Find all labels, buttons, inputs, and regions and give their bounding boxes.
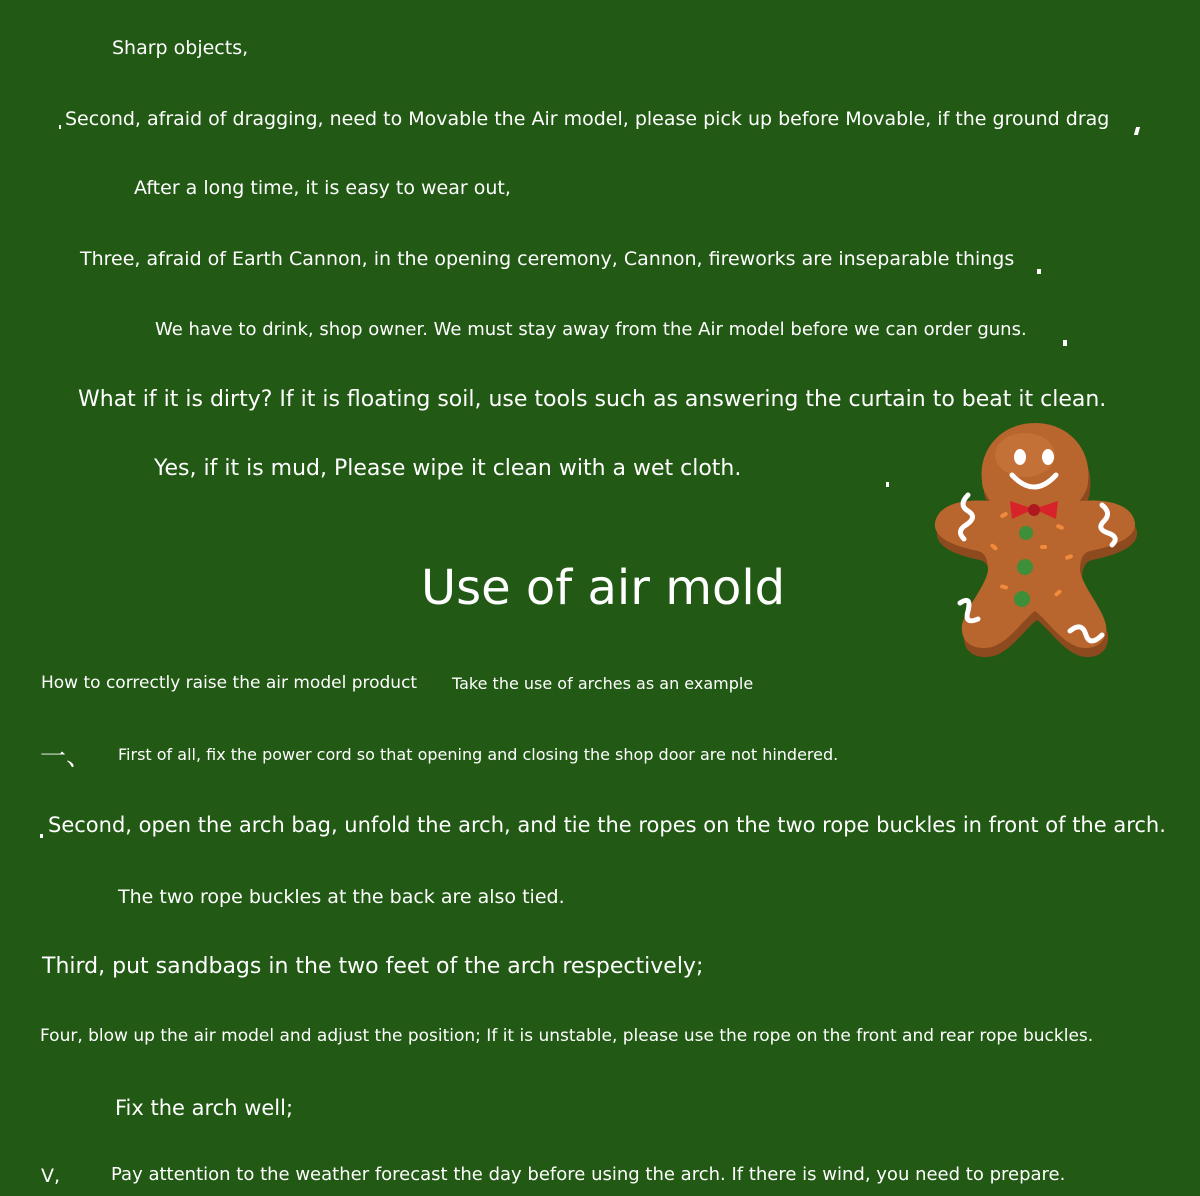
- intro-arches-example: Take the use of arches as an example: [452, 674, 754, 693]
- step-5-text: Pay attention to the weather forecast the day before using the arch. If there is wind, you need to prepare.: [111, 1164, 1066, 1185]
- step-4-continued: Fix the arch well;: [115, 1096, 294, 1120]
- gingerbread-man-icon: [930, 415, 1140, 660]
- speck-mark: [886, 482, 889, 487]
- intro-how-to-raise: How to correctly raise the air model product: [41, 673, 418, 693]
- step-4-text: Four, blow up the air model and adjust the position; If it is unstable, please use the rope on the front and rear rope buckles.: [40, 1026, 1094, 1046]
- text-line-stay-away: We have to drink, shop owner. We must stay away from the Air model before we can order guns.: [155, 319, 1027, 340]
- speck-mark: [40, 834, 43, 838]
- text-line-earth-cannon: Three, afraid of Earth Cannon, in the opening ceremony, Cannon, fireworks are inseparable things: [80, 248, 1015, 270]
- speck-mark: [1037, 269, 1041, 274]
- step-1-marker: 一、: [40, 742, 93, 772]
- text-line-dragging: Second, afraid of dragging, need to Movable the Air model, please pick up before Movable, if the ground drag: [65, 108, 1110, 130]
- step-1-text: First of all, fix the power cord so that opening and closing the shop door are not hindered.: [118, 745, 839, 764]
- section-title: Use of air mold: [421, 560, 786, 616]
- step-3-text: Third, put sandbags in the two feet of the arch respectively;: [42, 954, 704, 979]
- text-line-sharp-objects: Sharp objects,: [112, 37, 249, 59]
- speck-mark: [1063, 340, 1067, 346]
- text-line-mud: Yes, if it is mud, Please wipe it clean with a wet cloth.: [154, 456, 742, 481]
- step-2-continued: The two rope buckles at the back are also tied.: [118, 886, 565, 908]
- text-line-wear-out: After a long time, it is easy to wear out,: [134, 177, 511, 199]
- text-line-dirty: What if it is dirty? If it is floating soil, use tools such as answering the curtain to beat it clean.: [78, 387, 1107, 412]
- step-2-text: Second, open the arch bag, unfold the arch, and tie the ropes on the two rope buckles in front of the arch.: [48, 813, 1166, 837]
- speck-mark: [59, 125, 61, 129]
- speck-mark: [1134, 127, 1140, 135]
- step-5-marker: V,: [41, 1165, 61, 1187]
